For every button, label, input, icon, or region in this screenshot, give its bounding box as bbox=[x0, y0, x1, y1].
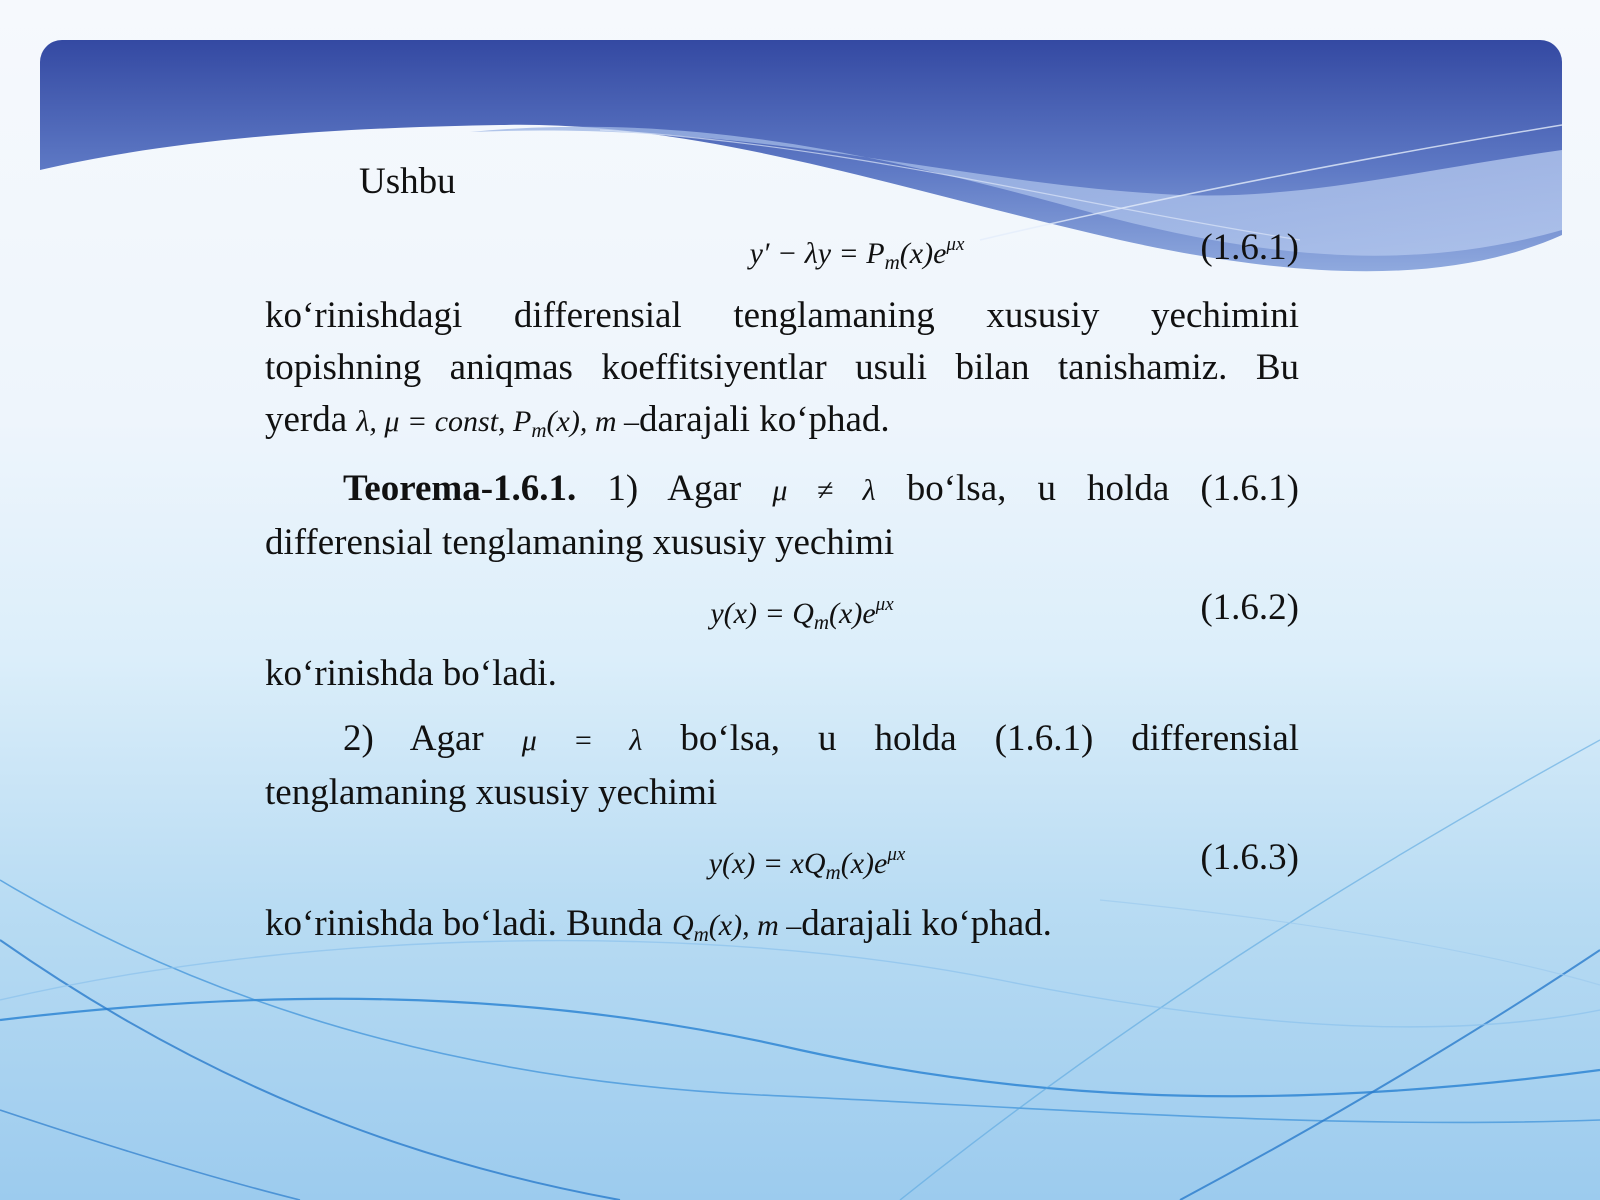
inline-math: λ, μ = const, $P_m(x)$, m – bbox=[356, 405, 640, 442]
equation-formula: $y' - \lambda y = P_m(x)e^{\mu x}$ bbox=[749, 234, 965, 274]
paragraph-line: topishning aniqmas koeffitsiyentlar usuli bilan tanishamiz. Bu bbox=[265, 347, 1299, 388]
after-equation-text: ko‘rinishda bo‘ladi. bbox=[265, 653, 557, 694]
paragraph-line: ko‘rinishdagi differensial tenglamaning xususiy yechimini bbox=[265, 295, 1299, 336]
equation-formula: $y(x) = Q_m(x)e^{\mu x}$ bbox=[710, 594, 894, 634]
theorem-title: Teorema-1.6.1. bbox=[343, 468, 577, 509]
part2-line: 2) Agar μ = λ bo‘lsa, u holda (1.6.1) differensial bbox=[343, 718, 1300, 759]
equation-number: (1.6.2) bbox=[1200, 587, 1299, 628]
theorem-line: differensial tenglamaning xususiy yechimi bbox=[265, 522, 895, 563]
intro-paragraph bbox=[265, 290, 1299, 456]
equation-number: (1.6.1) bbox=[1200, 227, 1299, 268]
theorem-line: Teorema-1.6.1. 1) Agar μ ≠ λ bo‘lsa, u holda (1.6.1) bbox=[343, 468, 1300, 509]
inline-math: $Q_m(x)$, m – bbox=[671, 909, 802, 946]
inline-math: μ = λ bbox=[521, 724, 643, 757]
equation-formula: $y(x) = xQ_m(x)e^{\mu x}$ bbox=[708, 844, 906, 884]
equation-number: (1.6.3) bbox=[1200, 837, 1299, 878]
equation-1-6-2 bbox=[265, 586, 1299, 638]
intro-word: Ushbu bbox=[359, 161, 456, 202]
inline-math: μ ≠ λ bbox=[772, 474, 876, 507]
paragraph-line: yerda λ, μ = const, $P_m(x)$, m –darajali ko‘phad. bbox=[265, 399, 890, 442]
part2-paragraph bbox=[265, 713, 1299, 819]
final-paragraph: ko‘rinishda bo‘ladi. Bunda $Q_m(x)$, m –darajali ko‘phad. bbox=[265, 903, 1052, 946]
equation-1-6-3 bbox=[265, 836, 1299, 888]
part2-line: tenglamaning xususiy yechimi bbox=[265, 772, 718, 813]
equation-1-6-1 bbox=[265, 226, 1299, 278]
theorem-paragraph bbox=[265, 463, 1299, 569]
